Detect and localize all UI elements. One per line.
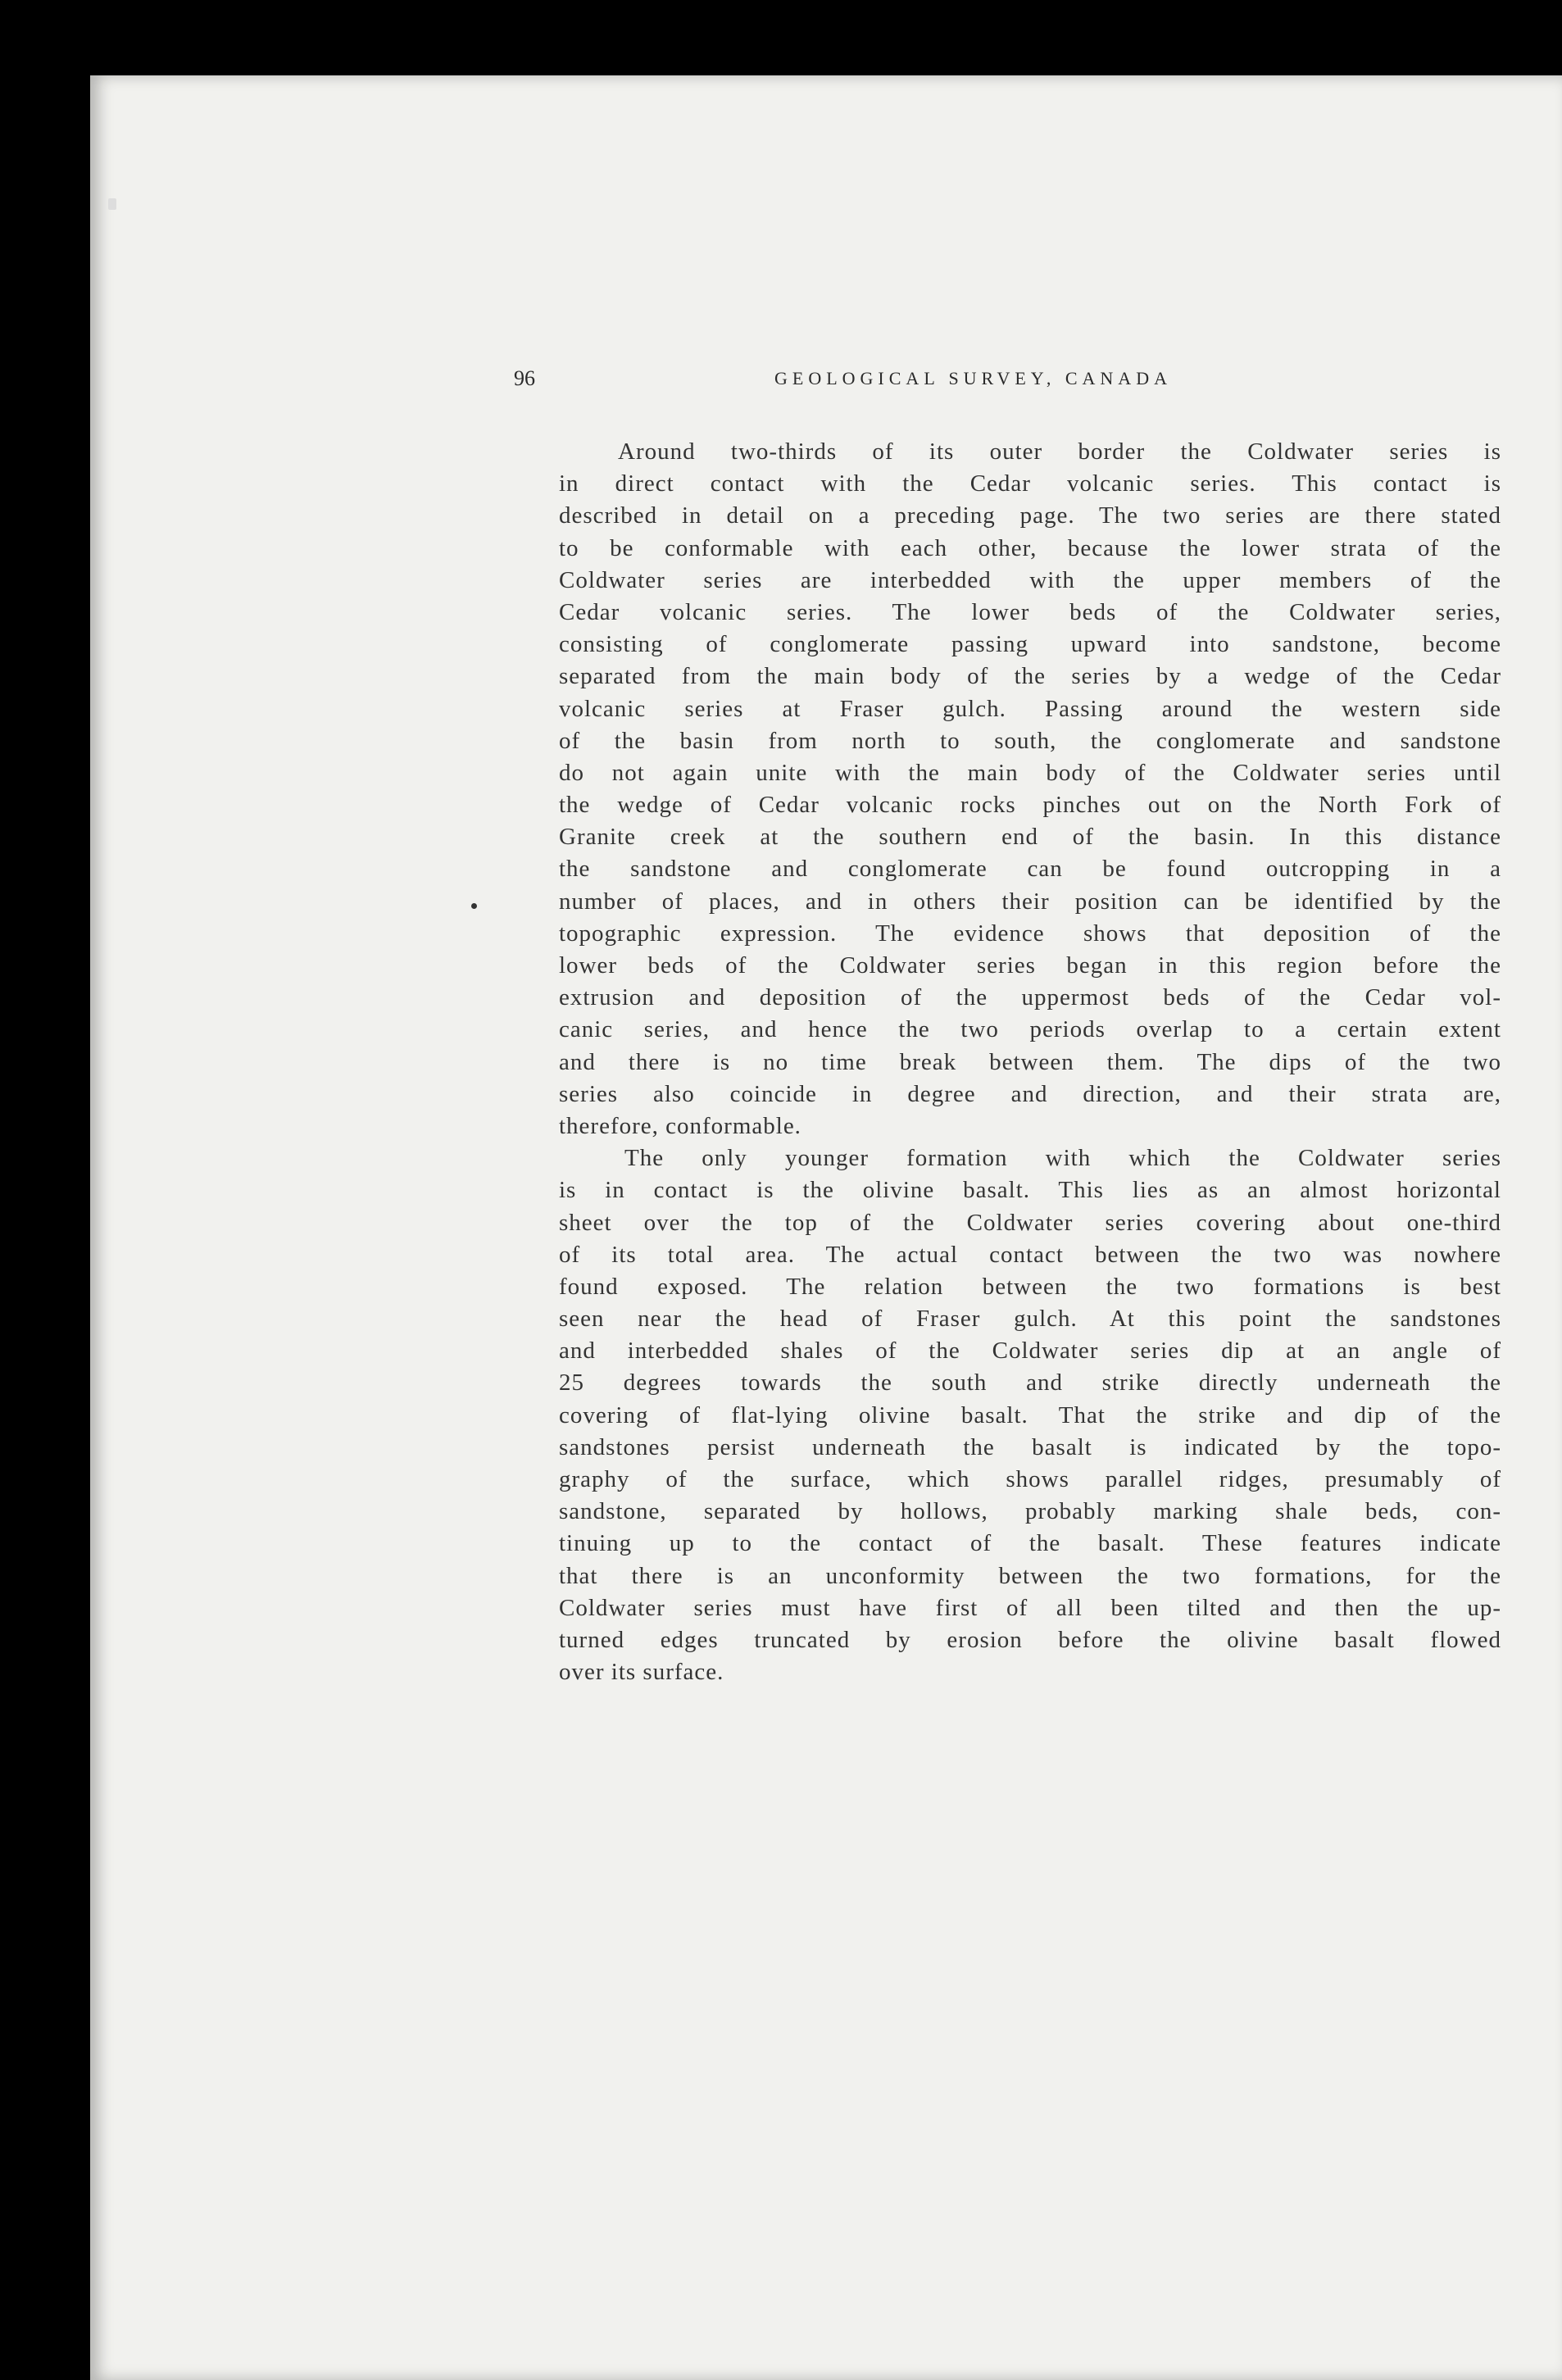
text-line: the wedge of Cedar volcanic rocks pinches out on the North Fork of (559, 792, 1501, 819)
text-line: sandstones persist underneath the basalt is indicated by the topo- (559, 1433, 1501, 1460)
text-line: separated from the main body of the series by a wedge of the Cedar (559, 663, 1501, 690)
text-line: sheet over the top of the Coldwater series covering about one-third (559, 1209, 1501, 1236)
text-line: The only younger formation with which the Coldwater series (624, 1145, 1501, 1172)
text-line: therefore, conformable. (559, 1112, 801, 1139)
text-line: Coldwater series are interbedded with the upper members of the (559, 566, 1501, 593)
text-line: topographic expression. The evidence shows that deposition of the (559, 920, 1501, 947)
text-line: series also coincide in degree and direction, and their strata are, (559, 1080, 1501, 1107)
text-line: Cedar volcanic series. The lower beds of the Coldwater series, (559, 598, 1501, 625)
text-line: to be conformable with each other, because the lower strata of the (559, 534, 1501, 561)
running-head: GEOLOGICAL SURVEY, CANADA (774, 368, 1172, 388)
text-line: is in contact is the olivine basalt. This lies as an almost horizontal (559, 1177, 1501, 1204)
body-text (559, 436, 1501, 1688)
text-line: and there is no time break between them. The dips of the two (559, 1048, 1501, 1075)
text-line: found exposed. The relation between the two formations is best (559, 1273, 1501, 1300)
text-line: over its surface. (559, 1659, 724, 1686)
page-number: 96 (514, 366, 535, 390)
text-line: that there is an unconformity between the two formations, for the (559, 1562, 1501, 1589)
text-line: turned edges truncated by erosion before the olivine basalt flowed (559, 1626, 1501, 1653)
text-line: in direct contact with the Cedar volcanic series. This contact is (559, 470, 1501, 497)
margin-mark (471, 903, 477, 909)
text-line: extrusion and deposition of the uppermost beds of the Cedar vol- (559, 984, 1501, 1011)
text-line: described in detail on a preceding page. The two series are there stated (559, 502, 1501, 529)
text-line: and interbedded shales of the Coldwater series dip at an angle of (559, 1338, 1501, 1365)
paragraph (559, 1142, 1501, 1688)
text-line: lower beds of the Coldwater series began in this region before the (559, 952, 1501, 979)
text-line: volcanic series at Fraser gulch. Passing around the western side (559, 695, 1501, 722)
text-line: do not again unite with the main body of the Coldwater series until (559, 759, 1501, 786)
scan-artifact (108, 198, 116, 210)
text-line: Granite creek at the southern end of the basin. In this distance (559, 824, 1501, 851)
text-line: of its total area. The actual contact between the two was nowhere (559, 1241, 1501, 1268)
text-line: consisting of conglomerate passing upward into sandstone, become (559, 631, 1501, 658)
text-line: the sandstone and conglomerate can be found outcropping in a (559, 856, 1501, 883)
text-line: number of places, and in others their position can be identified by the (559, 888, 1501, 915)
text-line: graphy of the surface, which shows parallel ridges, presumably of (559, 1466, 1501, 1492)
text-line: 25 degrees towards the south and strike directly underneath the (559, 1369, 1501, 1397)
text-line: tinuing up to the contact of the basalt. These features indicate (559, 1530, 1501, 1557)
text-line: of the basin from north to south, the conglomerate and sandstone (559, 727, 1501, 754)
text-line: covering of flat-lying olivine basalt. That the strike and dip of the (559, 1401, 1501, 1428)
text-line: seen near the head of Fraser gulch. At this point the sandstones (559, 1306, 1501, 1333)
text-line: Coldwater series must have first of all been tilted and then the up- (559, 1594, 1501, 1621)
text-line: sandstone, separated by hollows, probably marking shale beds, con- (559, 1498, 1501, 1525)
page-header (514, 366, 1497, 399)
text-line: Around two-thirds of its outer border the Coldwater series is (618, 438, 1501, 465)
paragraph (559, 436, 1501, 1142)
text-line: canic series, and hence the two periods overlap to a certain extent (559, 1016, 1501, 1043)
